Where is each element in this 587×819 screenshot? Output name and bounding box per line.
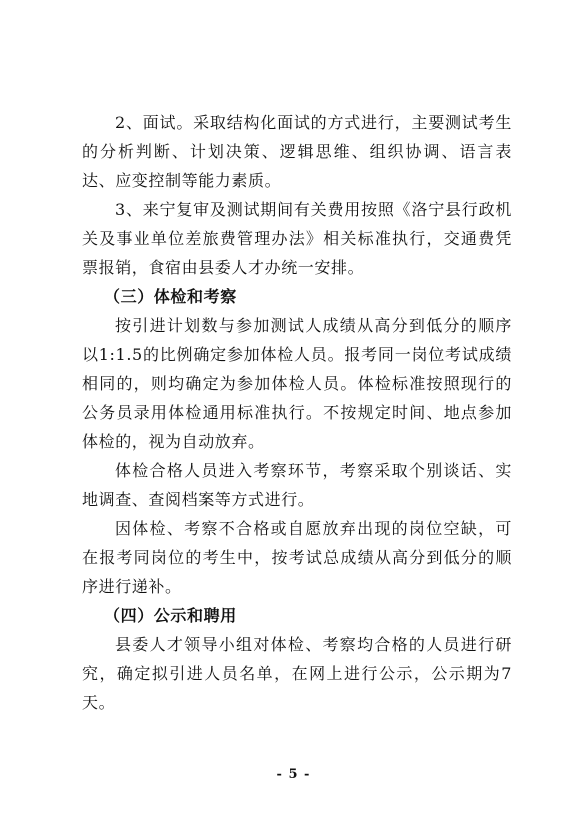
paragraph-publicity: 县委人才领导小组对体检、考察均合格的人员进行研究，确定拟引进人员名单，在网上进行公示，公示期为7天。: [82, 635, 512, 712]
paragraph-vacancy-fill: 因体检、考察不合格或自愿放弃出现的岗位空缺，可在报考同岗位的考生中，按考试总成绩从高分到低分的顺序进行递补。: [82, 519, 512, 596]
paragraph-interview: 2、面试。采取结构化面试的方式进行，主要测试考生的分析判断、计划决策、逻辑思维、组织协调、语言表达、应变控制等能力素质。: [82, 113, 512, 190]
paragraph-expenses: 3、来宁复审及测试期间有关费用按照《洛宁县行政机关及事业单位差旅费管理办法》相关标准执行，交通费凭票报销，食宿由县委人才办统一安排。: [82, 200, 512, 277]
page-number: - 5 -: [276, 767, 311, 782]
section-heading-medical-exam: （三）体检和考察: [104, 287, 237, 306]
paragraph-inspection: 体检合格人员进入考察环节，考察采取个别谈话、实地调查、查阅档案等方式进行。: [82, 461, 512, 509]
paragraph-medical-exam: 按引进计划数与参加测试人成绩从高分到低分的顺序以1:1.5的比例确定参加体检人员。报考同一岗位考试成绩相同的，则均确定为参加体检人员。体检标准按照现行的公务员录用体检通用标准执行。不按规定时间、地点参加体检的，视为自动放弃。: [82, 316, 512, 451]
document-body: [82, 108, 512, 717]
section-heading-publicity: （四）公示和聘用: [104, 606, 237, 625]
